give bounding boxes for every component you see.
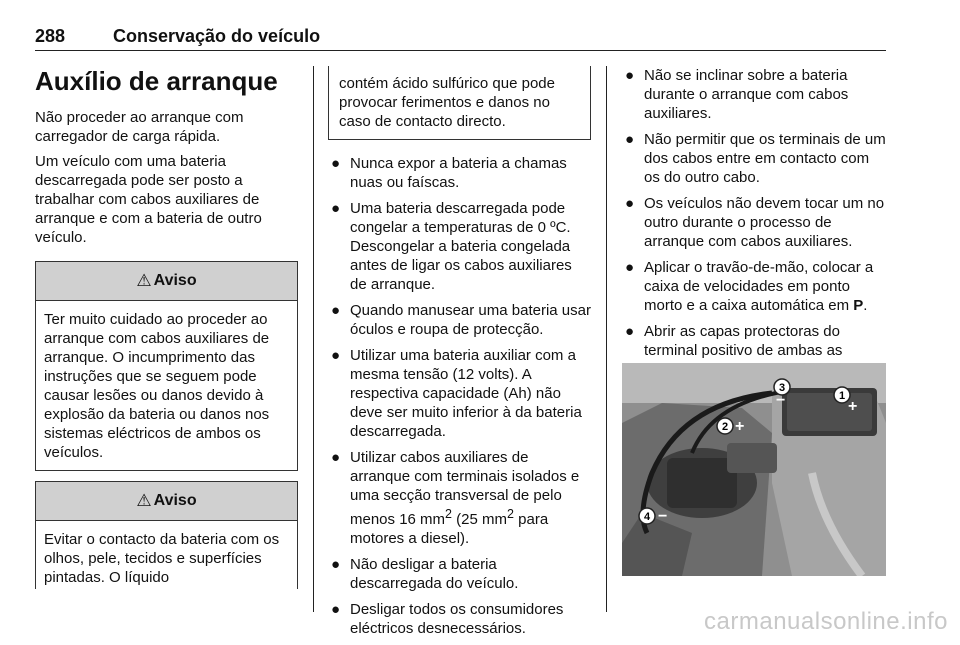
bullet: ● xyxy=(331,200,341,217)
column-divider xyxy=(606,66,607,612)
warning-header xyxy=(36,262,297,301)
list-item: ● Utilizar cabos auxiliares de arranque com terminais isolados e uma secção transversal de pelo menos 16 $mm^2$ (25 $mm^2$ para motores a diesel). xyxy=(331,449,580,547)
section-heading: Auxílio de arranque xyxy=(35,66,278,96)
list-item: ● Quando manusear uma bateria usar óculos e roupa de protecção. xyxy=(331,302,591,338)
list-item: ● Nunca expor a bateria a chamas nuas ou faíscas. xyxy=(331,155,567,191)
warning-box xyxy=(35,481,298,589)
bullet: ● xyxy=(625,259,635,276)
column-divider xyxy=(313,66,314,612)
svg-text:−: − xyxy=(658,508,668,525)
bullet: ● xyxy=(331,556,341,573)
bullet-list xyxy=(622,66,886,379)
bullet: ● xyxy=(331,449,341,466)
list-item: ● Desligar todos os consumidores eléctricos desnecessários. xyxy=(331,601,564,637)
bullet: ● xyxy=(331,302,341,319)
list-item: ● Utilizar uma bateria auxiliar com a mesma tensão (12 volts). A respectiva capacidade (Ah) não deve ser muito inferior à da bateria descarregada. xyxy=(331,347,582,440)
warning-icon: ⚠ xyxy=(136,271,152,290)
svg-text:1: 1 xyxy=(838,390,846,402)
list-item: ● Aplicar o travão-de-mão, colocar a caixa de velocidades em ponto morto e a caixa automática em P. xyxy=(625,259,874,314)
warning-title: Aviso xyxy=(153,272,197,289)
bullet: ● xyxy=(625,195,635,212)
svg-text:−: − xyxy=(776,392,786,409)
page-number: 288 xyxy=(35,26,66,46)
bullet: ● xyxy=(625,131,635,148)
list-item: ● Não se inclinar sobre a bateria durante o arranque com cabos auxiliares. xyxy=(625,67,849,122)
svg-text:4: 4 xyxy=(643,511,651,523)
watermark: carmanualsonline.info xyxy=(704,608,948,635)
bullet-list xyxy=(328,154,591,638)
warning-text: Ter muito cuidado ao proceder ao arranque com cabos auxiliares de arranque. O incumprimento das instruções que se seguem pode causar lesões ou danos devido à explosão da bateria ou danos nos sistemas eléctricos de ambos os veículos. xyxy=(44,311,270,461)
bullet: ● xyxy=(625,323,635,340)
list-item: ● Não permitir que os terminais de um dos cabos entre em contacto com os do outro cabo. xyxy=(625,131,886,186)
column-1 xyxy=(35,66,298,589)
svg-text:3: 3 xyxy=(778,382,786,394)
list-item: ● Uma bateria descarregada pode congelar a temperaturas de 0 ºC. Descongelar a bateria congelada antes de ligar os cabos auxiliares de arranque. xyxy=(331,200,572,293)
svg-text:+: + xyxy=(735,418,745,435)
warning-continued: contém ácido sulfúrico que pode provocar ferimentos e danos no caso de contacto directo. xyxy=(328,66,591,140)
chapter-title: Conservação do veículo xyxy=(113,26,321,46)
warning-header xyxy=(36,482,297,521)
column-3 xyxy=(622,66,886,386)
svg-text:2: 2 xyxy=(721,421,729,433)
warning-box xyxy=(35,261,298,471)
engine-bay-photo xyxy=(622,363,886,576)
list-item: ● Os veículos não devem tocar um no outro durante o processo de arranque com cabos auxiliares. xyxy=(625,195,885,250)
bullet: ● xyxy=(331,155,341,172)
list-item: ● Não desligar a bateria descarregada do veículo. xyxy=(331,556,519,592)
warning-text: Evitar o contacto da bateria com os olhos, pele, tecidos e superfícies pintadas. O líquido xyxy=(44,531,280,586)
paragraph: Um veículo com uma bateria descarregada pode ser posto a trabalhar com cabos auxiliares de arranque e com a bateria de outro veículo. xyxy=(35,153,262,246)
column-2 xyxy=(328,66,591,645)
warning-title: Aviso xyxy=(153,492,197,509)
svg-text:+: + xyxy=(848,398,858,415)
bullet: ● xyxy=(331,347,341,364)
paragraph: Não proceder ao arranque com carregador de carga rápida. xyxy=(35,109,244,145)
page-header xyxy=(35,24,886,51)
list-item: ● Abrir as capas protectoras do terminal positivo de ambas as xyxy=(625,323,843,359)
bullet: ● xyxy=(331,601,341,618)
warning-icon: ⚠ xyxy=(136,491,152,510)
bullet: ● xyxy=(625,67,635,84)
callout-2 xyxy=(717,418,744,435)
